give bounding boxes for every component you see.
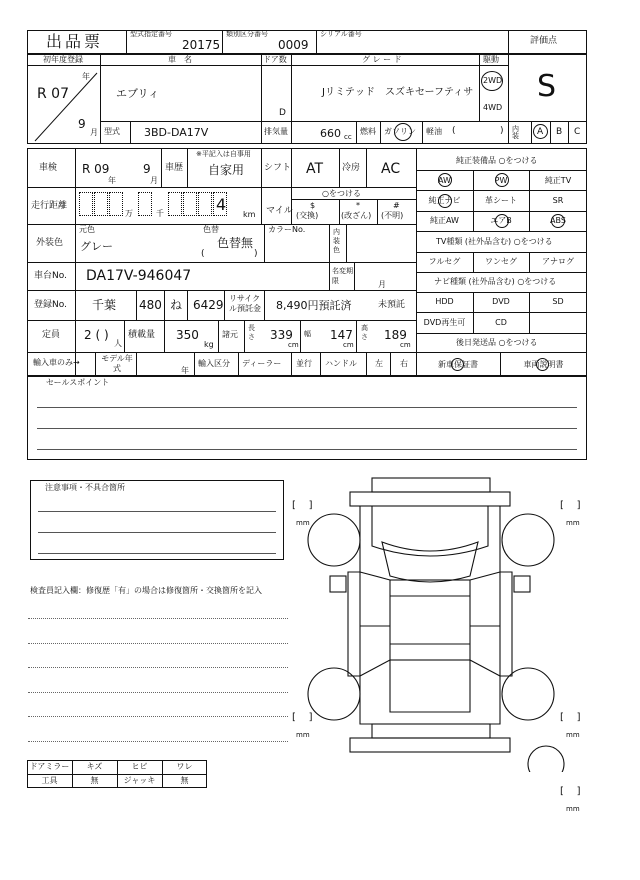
- name-change-label: 名変期限: [332, 267, 353, 285]
- rating-value: S: [537, 69, 557, 104]
- equip-airbag: エアB: [490, 216, 512, 225]
- right-label: 右: [400, 359, 408, 368]
- left-label: 左: [375, 359, 383, 368]
- tv-oneseg: ワンセグ: [485, 257, 517, 266]
- legend-value: 工具: [41, 776, 58, 785]
- equip-sr: SR: [552, 196, 564, 205]
- tv-analog: アナログ: [542, 257, 574, 266]
- equip-airbag-circle: [495, 214, 509, 228]
- fuel-label: 燃料: [360, 127, 376, 136]
- later-title: 後日発送品 ○をつける: [456, 338, 538, 347]
- inspection-label: 車検: [39, 163, 58, 173]
- model-label: 型式: [104, 127, 120, 136]
- width-value: 147: [330, 328, 353, 342]
- tire-rr-mm: mm: [566, 731, 580, 739]
- chassis-value: DA17V-946047: [86, 268, 192, 284]
- legend-header: ヒビ: [131, 762, 148, 771]
- handle-label: ハンドル: [325, 359, 357, 368]
- fuel-gasoline-circle: [394, 123, 412, 141]
- tamper-label: (改ざん): [341, 211, 372, 220]
- first-reg-month: 9: [78, 117, 86, 131]
- circle-note: ○をつける: [322, 189, 361, 198]
- recycle-label: リサイクル預託金: [229, 294, 261, 313]
- unknown-label: (不明): [381, 211, 404, 220]
- dims-label: 諸元: [222, 330, 238, 339]
- equip-tv: 純正TV: [544, 176, 572, 185]
- reg-pref: 千葉: [92, 298, 117, 312]
- equip-navi: 純正ナビ: [428, 196, 461, 205]
- recycle-amount: 8,490円預託済: [276, 299, 352, 312]
- car-use-note: ※平記入は自事用: [196, 150, 251, 158]
- legend-value: ジャッキ: [123, 776, 156, 785]
- first-reg-label: 初年度登録: [43, 55, 83, 64]
- ac-label: 冷房: [342, 163, 361, 173]
- usage-value: 自家用: [208, 163, 245, 177]
- legend-header: ドアミラー: [29, 762, 70, 771]
- grade-value: Jリミテッド スズキセーフティサ: [322, 87, 474, 98]
- drive-4wd: 4WD: [483, 103, 503, 112]
- inspection-year: R 09: [82, 162, 110, 176]
- interior-label: 内装: [512, 125, 519, 140]
- tire-rl-mm: mm: [296, 731, 310, 739]
- inspection-month: 9: [143, 162, 151, 176]
- capacity-label: 定員: [42, 330, 61, 340]
- mile-label: マイル: [266, 206, 293, 216]
- first-reg-year: R 07: [37, 86, 69, 102]
- interior-a-circle: [533, 124, 548, 139]
- equip-aw: AW: [438, 176, 451, 185]
- equip-abs-circle: [551, 214, 565, 228]
- recycle-not-deposited: 未預託: [378, 300, 406, 310]
- equip-navi-circle: [438, 194, 452, 208]
- model-year-label: モデル年式: [101, 354, 133, 373]
- tire-bracket-rr: [ ]: [560, 712, 581, 723]
- navi-title: ナビ種類 (社外品含む) ○をつける: [434, 277, 557, 286]
- fuel-diesel: 軽油: [426, 127, 442, 136]
- equip-pw-circle: [495, 173, 509, 187]
- usage-label: 車歴: [165, 163, 184, 173]
- interior-color-label: 内装色: [333, 228, 340, 254]
- displacement-value: 660: [320, 127, 341, 140]
- tv-title: TV種類 (社外品含む) ○をつける: [436, 237, 553, 246]
- tire-fr-mm: mm: [566, 519, 580, 527]
- later-manual-circle: [536, 358, 549, 371]
- serial-label: シリアル番号: [320, 30, 362, 38]
- equip-leather: 革シート: [485, 196, 517, 205]
- notes-frame: [30, 480, 284, 560]
- tire-bracket-fl: [ ]: [292, 500, 313, 511]
- length-value: 339: [270, 328, 293, 342]
- drive-2wd: 2WD: [483, 76, 503, 85]
- height-value: 189: [384, 328, 407, 342]
- parallel-label: 並行: [296, 359, 312, 368]
- reg-number: 6429: [193, 298, 224, 312]
- page-title: 出品票: [46, 32, 104, 51]
- drive-label: 駆動: [483, 55, 499, 64]
- class-no-label: 類別区分番号: [226, 30, 268, 38]
- tire-spare-mm: mm: [566, 805, 580, 813]
- legend-value: 無: [90, 776, 99, 785]
- model-value: 3BD-DA17V: [144, 126, 209, 139]
- navi-cd: CD: [495, 318, 507, 327]
- mileage-label: 走行距離: [31, 201, 68, 211]
- tire-bracket-rl: [ ]: [292, 712, 313, 723]
- load-label: 積載量: [128, 330, 156, 340]
- navi-dvd-play: DVD再生可: [423, 318, 466, 327]
- door-value: D: [279, 108, 286, 118]
- car-name-label: 車 名: [168, 55, 192, 64]
- reg-kana: ね: [170, 298, 183, 312]
- shift-label: シフト: [264, 163, 292, 173]
- navi-sd: SD: [552, 297, 564, 306]
- shift-value: AT: [306, 161, 324, 177]
- tv-fullseg: フルセグ: [428, 257, 461, 266]
- mileage-digit: 4: [216, 195, 227, 214]
- tire-bracket-spare: [ ]: [560, 786, 581, 797]
- equip-abs: ABS: [550, 216, 566, 225]
- orig-color: グレー: [80, 240, 113, 253]
- chassis-label: 車台No.: [34, 271, 67, 281]
- load-value: 350: [176, 328, 199, 342]
- import-only-label: 輸入車のみ→: [33, 358, 80, 367]
- navi-hdd: HDD: [435, 297, 454, 306]
- displacement-label: 排気量: [264, 127, 288, 136]
- reg-label: 登録No.: [34, 300, 67, 310]
- reg-class: 480: [139, 298, 162, 312]
- repaint-value: 色替無: [217, 236, 254, 250]
- interior-b: B: [556, 127, 563, 137]
- door-label: ドア数: [263, 55, 287, 64]
- later-warranty: 新車保証書: [438, 360, 478, 369]
- equip-title: 純正装備品 ○をつける: [456, 156, 538, 165]
- later-manual: 車両説明書: [523, 360, 564, 369]
- rating-label: 評価点: [530, 36, 558, 46]
- sales-point-frame: [27, 376, 587, 460]
- vehicle-damage-diagram: [290, 476, 590, 772]
- car-name: エブリィ: [116, 87, 160, 100]
- color-label: 外装色: [36, 238, 64, 248]
- dealer-label: ディーラー: [242, 359, 282, 368]
- navi-dvd: DVD: [492, 297, 510, 306]
- ac-value: AC: [381, 161, 401, 177]
- capacity-value: 2 ( ): [84, 328, 109, 342]
- type-no-label: 型式指定番号: [130, 30, 172, 38]
- import-class-label: 輸入区分: [198, 359, 230, 368]
- legend-header: キズ: [86, 762, 103, 771]
- equip-pw: PW: [494, 176, 508, 185]
- equip-alloy: 純正AW: [430, 216, 459, 225]
- notes-label: 注意事項・不具合箇所: [45, 483, 125, 492]
- type-no-value: 20175: [182, 38, 221, 52]
- legend-header: ワレ: [176, 762, 193, 771]
- fuel-gasoline: ガソリン: [384, 127, 416, 136]
- drive-2wd-circle: [481, 71, 503, 91]
- equip-aw-circle: [438, 173, 452, 187]
- legend-value: 無: [180, 776, 189, 785]
- interior-a: A: [537, 127, 544, 137]
- slash-divider: [27, 65, 100, 144]
- grade-label: グ レ ー ド: [362, 55, 402, 64]
- interior-c: C: [574, 127, 581, 137]
- tire-fl-mm: mm: [296, 519, 310, 527]
- later-warranty-circle: [451, 358, 464, 371]
- inspector-label: 検査員記入欄：修復歴「有」の場合は修復箇所・交換箇所を記入: [30, 586, 262, 595]
- exchange-label: (交換): [296, 211, 319, 220]
- sales-point-label: セールスポイント: [46, 378, 110, 387]
- tire-bracket-fr: [ ]: [560, 500, 581, 511]
- color-no-label: カラーNo.: [268, 225, 306, 234]
- class-no-value: 0009: [278, 38, 309, 52]
